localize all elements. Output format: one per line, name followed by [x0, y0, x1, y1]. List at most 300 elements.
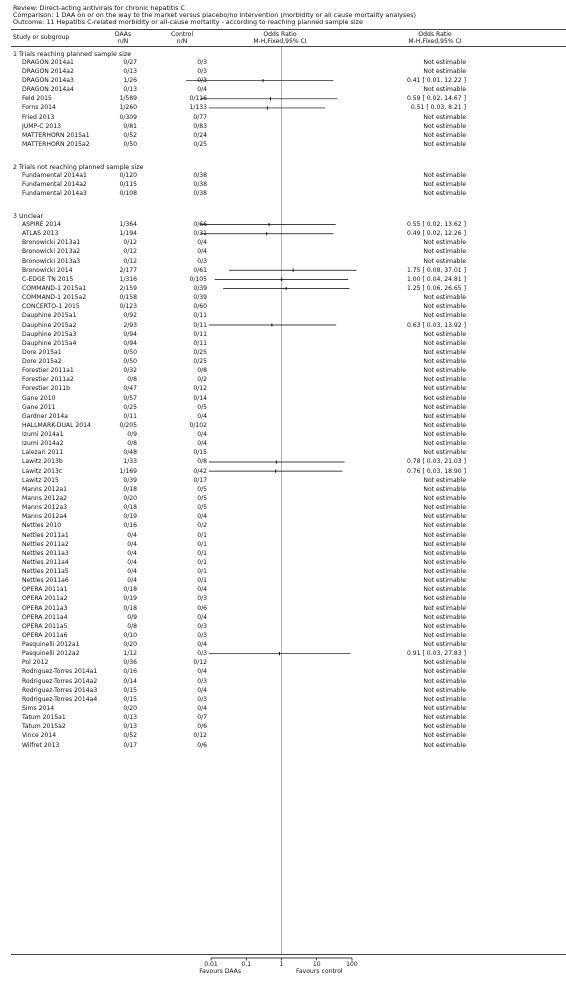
daa-events: 2/93 [123, 321, 137, 329]
daa-events: 0/20 [123, 641, 137, 649]
study-name: Forestier 2011a2 [22, 376, 74, 384]
table-row [0, 321, 566, 330]
control-events: 0/25 [193, 348, 207, 356]
x-tick-label: 0.1 [241, 961, 252, 968]
table-row [0, 503, 566, 512]
odds-ratio-text: Not estimable [423, 659, 466, 667]
daa-events: 0/52 [123, 732, 137, 740]
odds-ratio-text: 0.91 [ 0.03, 27.83 ] [406, 650, 466, 658]
table-row [0, 357, 566, 366]
control-events: 0/25 [193, 358, 207, 366]
odds-ratio-text: Not estimable [423, 376, 466, 384]
daa-events: 0/94 [123, 330, 137, 338]
study-name: Manns 2012a3 [22, 504, 67, 512]
odds-ratio-text: Not estimable [423, 622, 466, 630]
col-or-plot-label: Odds Ratio [263, 31, 297, 38]
odds-ratio-text: Not estimable [423, 190, 466, 198]
daa-events: 2/177 [119, 266, 137, 274]
control-events: 0/4 [197, 440, 207, 448]
odds-ratio-text: Not estimable [423, 348, 466, 356]
col-control-label: Control [170, 31, 194, 38]
table-row [0, 430, 566, 439]
daa-events: 0/92 [123, 312, 137, 320]
subgroup-title: 2 Trials not reaching planned sample size [13, 164, 144, 172]
daa-events: 0/18 [123, 586, 137, 594]
comparison-line: Comparison: 1 DAA on or on the way to the market versus placebo/no intervention (morbidity or all cause mortality analyses) [13, 11, 416, 19]
control-events: 0/4 [197, 613, 207, 621]
study-name: Rodriguez-Torres 2014a2 [22, 677, 98, 685]
daa-events: 0/15 [123, 686, 137, 694]
control-events: 0/3 [197, 677, 207, 685]
odds-ratio-text: Not estimable [423, 522, 466, 530]
study-name: Rodriguez-Torres 2014a1 [22, 668, 98, 676]
col-or-plot-header [230, 32, 330, 45]
study-name: Lawitz 2013c [22, 467, 63, 475]
odds-ratio-text: Not estimable [423, 641, 466, 649]
daa-events: 1/26 [123, 77, 137, 85]
study-name: Nettles 2011a1 [22, 531, 69, 539]
control-events: 0/1 [197, 531, 207, 539]
daa-events: 1/260 [119, 104, 137, 112]
control-events: 0/5 [197, 504, 207, 512]
control-events: 0/2 [197, 522, 207, 530]
col-daa-unit: n/N [117, 37, 129, 45]
table-row [0, 622, 566, 631]
control-events: 0/7 [197, 714, 207, 722]
daa-events: 0/36 [123, 659, 137, 667]
control-events: 0/11 [193, 312, 207, 320]
study-name: DRAGON 2014a1 [22, 58, 74, 66]
table-row [0, 658, 566, 667]
control-events: 0/60 [193, 303, 207, 311]
favours-right-label: Favours control [296, 968, 343, 975]
table-row [0, 649, 566, 658]
table-row [0, 421, 566, 430]
table-row [0, 686, 566, 695]
control-events: 0/3 [197, 622, 207, 630]
odds-ratio-text: Not estimable [423, 294, 466, 302]
control-events: 0/15 [193, 449, 207, 457]
study-name: MATTERHORN 2015a2 [22, 140, 90, 148]
control-events: 0/6 [197, 723, 207, 731]
control-events: 0/4 [197, 641, 207, 649]
odds-ratio-text: Not estimable [423, 540, 466, 548]
study-name: DRAGON 2014a4 [22, 86, 74, 94]
daa-events: 0/8 [127, 440, 137, 448]
odds-ratio-text: Not estimable [423, 403, 466, 411]
odds-ratio-text: Not estimable [423, 431, 466, 439]
control-events: 0/38 [193, 181, 207, 189]
study-name: C-EDGE TN 2015 [22, 275, 74, 283]
odds-ratio-text: 0.49 [ 0.02, 12.26 ] [406, 230, 466, 238]
study-name: JUMP-C 2013 [22, 122, 61, 130]
daa-events: 0/32 [123, 367, 137, 375]
control-events: 0/14 [193, 394, 207, 402]
daa-events: 0/10 [123, 631, 137, 639]
study-name: OPERA 2011a5 [22, 622, 68, 630]
control-events: 0/11 [193, 339, 207, 347]
col-or-text-label: Odds Ratio [418, 31, 452, 38]
table-row [0, 247, 566, 256]
daa-events: 0/17 [123, 741, 137, 749]
odds-ratio-text: Not estimable [423, 181, 466, 189]
col-or-text-method: M-H,Fixed,95% CI [408, 37, 462, 45]
table-row [0, 512, 566, 521]
control-events: 0/4 [197, 431, 207, 439]
control-events: 0/105 [189, 275, 207, 283]
study-name: Sims 2014 [22, 704, 55, 712]
daa-events: 0/15 [123, 695, 137, 703]
col-control-unit: n/N [176, 37, 188, 45]
odds-ratio-text: Not estimable [423, 704, 466, 712]
study-name: Bronowicki 2014 [22, 266, 73, 274]
odds-ratio-text: Not estimable [423, 568, 466, 576]
odds-ratio-text: 0.55 [ 0.02, 13.62 ] [406, 221, 466, 229]
table-row [0, 540, 566, 549]
table-row [0, 229, 566, 238]
study-name: Izumi 2014a1 [22, 431, 64, 439]
odds-ratio-text: 1.25 [ 0.06, 26.65 ] [406, 285, 466, 292]
control-events: 0/3 [197, 67, 207, 75]
table-row [0, 85, 566, 94]
odds-ratio-text: Not estimable [423, 412, 466, 420]
table-row [0, 58, 566, 67]
daa-events: 0/16 [123, 522, 137, 530]
odds-ratio-text: Not estimable [423, 631, 466, 639]
table-row [0, 103, 566, 112]
table-row [0, 521, 566, 530]
daa-events: 0/120 [119, 171, 137, 179]
study-name: Rodriguez-Torres 2014a3 [22, 686, 98, 694]
table-row [0, 667, 566, 676]
control-events: 0/12 [193, 659, 207, 667]
study-name: Tatum 2015a1 [22, 714, 66, 722]
daa-events: 1/33 [123, 458, 137, 466]
study-name: Rodriguez-Torres 2014a4 [22, 695, 98, 703]
odds-ratio-text: Not estimable [423, 485, 466, 493]
odds-ratio-text: Not estimable [423, 171, 466, 179]
control-events: 0/3 [197, 58, 207, 66]
odds-ratio-text: Not estimable [423, 58, 466, 66]
control-events: 0/12 [193, 732, 207, 740]
odds-ratio-text: Not estimable [423, 476, 466, 484]
odds-ratio-text: Not estimable [423, 723, 466, 731]
control-events: 0/5 [197, 485, 207, 493]
study-name: Nettles 2011a5 [22, 568, 69, 576]
control-events: 0/6 [197, 741, 207, 749]
control-events: 0/4 [197, 668, 207, 676]
study-name: HALLMARK-DUAL 2014 [22, 421, 91, 429]
control-events: 0/83 [193, 122, 207, 130]
x-tick-label: 10 [312, 961, 321, 968]
odds-ratio-text: Not estimable [423, 668, 466, 676]
table-row [0, 238, 566, 247]
table-row [0, 275, 566, 284]
control-events: 0/3 [197, 77, 207, 85]
table-row [0, 731, 566, 740]
odds-ratio-text: Not estimable [423, 303, 466, 311]
table-row [0, 131, 566, 140]
study-name: Lawitz 2015 [22, 476, 59, 484]
control-events: 0/42 [193, 467, 207, 475]
control-events: 0/2 [197, 376, 207, 384]
control-events: 0/77 [193, 113, 207, 121]
table-row [0, 140, 566, 149]
study-name: Nettles 2011a2 [22, 540, 69, 548]
control-events: 0/66 [193, 221, 207, 229]
control-events: 0/38 [193, 190, 207, 198]
table-row [0, 384, 566, 393]
study-name: Lawitz 2013b [22, 458, 63, 466]
table-row [0, 171, 566, 180]
odds-ratio-text: Not estimable [423, 131, 466, 139]
review-line: Review: Direct-acting antivirals for chronic hepatitis C [13, 4, 185, 12]
table-row [0, 476, 566, 485]
header-rule-top [11, 29, 566, 30]
study-name: COMMAND-1 2015a1 [22, 285, 87, 292]
odds-ratio-text: 0.63 [ 0.03, 13.92 ] [406, 321, 466, 329]
odds-ratio-text: 0.41 [ 0.01, 12.22 ] [406, 77, 466, 85]
daa-events: 1/316 [119, 275, 137, 283]
odds-ratio-text: Not estimable [423, 513, 466, 521]
control-events: 0/4 [197, 412, 207, 420]
table-row [0, 113, 566, 122]
table-row [0, 494, 566, 503]
odds-ratio-text: Not estimable [423, 686, 466, 694]
study-name: Gardner 2014a [22, 412, 69, 420]
daa-events: 0/48 [123, 449, 137, 457]
daa-events: 1/12 [123, 650, 137, 658]
x-tick-label: 100 [346, 961, 358, 968]
control-events: 0/4 [197, 513, 207, 521]
table-row [0, 189, 566, 198]
daa-events: 0/8 [127, 622, 137, 630]
control-events: 0/4 [197, 704, 207, 712]
study-name: Manns 2012a2 [22, 494, 67, 502]
table-row [0, 76, 566, 85]
control-events: 0/1 [197, 568, 207, 576]
study-name: Pasquinelli 2012a2 [22, 650, 80, 658]
daa-events: 1/169 [119, 467, 137, 475]
table-row [0, 531, 566, 540]
study-name: OPERA 2011a2 [22, 595, 68, 603]
odds-ratio-text: 0.76 [ 0.03, 18.90 ] [406, 467, 466, 475]
daa-events: 0/13 [123, 714, 137, 722]
study-name: CONCERTO-1 2015 [22, 303, 80, 311]
control-events: 0/61 [193, 266, 207, 274]
control-events: 0/12 [193, 385, 207, 393]
odds-ratio-text: Not estimable [423, 595, 466, 603]
daa-events: 0/13 [123, 86, 137, 94]
study-name: Forestier 2011b [22, 385, 70, 393]
daa-events: 0/4 [127, 531, 137, 539]
odds-ratio-text: Not estimable [423, 367, 466, 375]
daa-events: 0/4 [127, 568, 137, 576]
control-events: 0/11 [193, 321, 207, 329]
daa-events: 0/309 [119, 113, 137, 121]
table-row [0, 311, 566, 320]
control-events: 0/3 [197, 695, 207, 703]
subgroup-title: 3 Unclear [13, 213, 44, 221]
odds-ratio-text: Not estimable [423, 257, 466, 265]
study-name: Tatum 2015a2 [22, 723, 66, 731]
control-events: 0/4 [197, 86, 207, 94]
control-events: 0/4 [197, 586, 207, 594]
study-name: Nettles 2011a4 [22, 558, 69, 566]
study-name: OPERA 2011a1 [22, 586, 68, 594]
daa-events: 0/12 [123, 257, 137, 265]
daa-events: 1/364 [119, 221, 137, 229]
table-row [0, 613, 566, 622]
control-events: 0/1 [197, 558, 207, 566]
control-events: 0/38 [193, 171, 207, 179]
odds-ratio-text: Not estimable [423, 358, 466, 366]
daa-events: 0/9 [127, 613, 137, 621]
table-row [0, 403, 566, 412]
study-name: Forestier 2011a1 [22, 367, 74, 375]
study-name: ASPIRE 2014 [22, 221, 62, 229]
odds-ratio-text: Not estimable [423, 421, 466, 429]
daa-events: 0/50 [123, 348, 137, 356]
table-row [0, 339, 566, 348]
control-events: 0/8 [197, 458, 207, 466]
study-name: Fundamental 2014a3 [22, 190, 87, 198]
daa-events: 0/39 [123, 476, 137, 484]
col-control-header [164, 32, 200, 45]
table-row [0, 412, 566, 421]
daa-events: 0/20 [123, 704, 137, 712]
study-name: Bronowicki 2013a3 [22, 257, 81, 265]
daa-events: 0/12 [123, 239, 137, 247]
table-row [0, 704, 566, 713]
daa-events: 2/159 [119, 285, 137, 292]
study-name: Gane 2010 [22, 394, 56, 402]
odds-ratio-text: Not estimable [423, 695, 466, 703]
control-events: 0/3 [197, 595, 207, 603]
study-name: OPERA 2011a3 [22, 604, 68, 612]
study-name: Pol 2012 [22, 659, 49, 667]
table-row [0, 549, 566, 558]
odds-ratio-text: Not estimable [423, 394, 466, 402]
control-events: 0/116 [189, 95, 207, 103]
odds-ratio-text: 0.59 [ 0.02, 14.67 ] [406, 95, 466, 103]
daa-events: 0/12 [123, 248, 137, 256]
study-name: Wilfret 2013 [22, 741, 60, 749]
table-row [0, 257, 566, 266]
study-name: DRAGON 2014a2 [22, 67, 74, 75]
daa-events: 0/25 [123, 403, 137, 411]
study-name: Vince 2014 [22, 732, 57, 740]
control-events: 0/3 [197, 650, 207, 658]
daa-events: 0/20 [123, 494, 137, 502]
table-row [0, 122, 566, 131]
col-or-text-header [390, 32, 480, 45]
daa-events: 0/19 [123, 595, 137, 603]
study-name: OPERA 2011a6 [22, 631, 68, 639]
col-or-plot-method: M-H,Fixed,95% CI [253, 37, 307, 45]
favours-left-label: Favours DAAs [199, 968, 241, 975]
table-row [0, 695, 566, 704]
daa-events: 0/50 [123, 358, 137, 366]
study-name: Nettles 2010 [22, 522, 62, 530]
daa-events: 0/57 [123, 394, 137, 402]
table-row [0, 677, 566, 686]
table-row [0, 330, 566, 339]
daa-events: 0/52 [123, 131, 137, 139]
odds-ratio-text: Not estimable [423, 531, 466, 539]
table-row [0, 348, 566, 357]
control-events: 0/24 [193, 131, 207, 139]
x-tick-label: 0.01 [204, 961, 218, 968]
study-name: Fundamental 2014a1 [22, 171, 87, 179]
control-events: 0/4 [197, 239, 207, 247]
odds-ratio-text: Not estimable [423, 67, 466, 75]
study-name: Manns 2012a1 [22, 485, 67, 493]
col-daa-label: DAAs [114, 31, 132, 38]
odds-ratio-text: 0.51 [ 0.03, 8.21 ] [410, 104, 466, 112]
table-row [0, 366, 566, 375]
daa-events: 0/11 [123, 412, 137, 420]
daa-events: 0/4 [127, 577, 137, 585]
table-row [0, 220, 566, 229]
control-events: 0/39 [193, 285, 207, 292]
table-row [0, 640, 566, 649]
footer-rule [11, 954, 566, 955]
table-row [0, 457, 566, 466]
table-row [0, 94, 566, 103]
daa-events: 0/115 [119, 181, 137, 189]
subgroup-title: 1 Trials reaching planned sample size [13, 51, 132, 58]
odds-ratio-text: Not estimable [423, 122, 466, 130]
outcome-line: Outcome: 11 Hepatitis C-related morbidity or all-cause mortality - according to reaching planned sample size [13, 18, 363, 26]
table-row [0, 467, 566, 476]
odds-ratio-text: Not estimable [423, 558, 466, 566]
daa-events: 0/50 [123, 140, 137, 148]
study-name: Nettles 2011a3 [22, 549, 69, 557]
study-name: Lalezari 2011 [22, 449, 64, 457]
study-name: Bronowicki 2013a1 [22, 239, 81, 247]
study-name: Gane 2011 [22, 403, 56, 411]
daa-events: 0/18 [123, 485, 137, 493]
table-row [0, 713, 566, 722]
control-events: 0/3 [197, 631, 207, 639]
table-row [0, 302, 566, 311]
control-events: 0/4 [197, 686, 207, 694]
table-row [0, 284, 566, 293]
col-daa-header [108, 32, 138, 45]
control-events: 0/11 [193, 330, 207, 338]
study-name: DRAGON 2014a3 [22, 77, 74, 85]
table-row [0, 594, 566, 603]
table-row [0, 485, 566, 494]
table-row [0, 558, 566, 567]
daa-events: 0/4 [127, 540, 137, 548]
odds-ratio-text: 0.78 [ 0.03, 21.03 ] [406, 458, 466, 466]
study-name: COMMAND-1 2015a2 [22, 294, 87, 302]
table-row [0, 576, 566, 585]
table-row [0, 180, 566, 189]
control-events: 0/5 [197, 403, 207, 411]
table-row [0, 585, 566, 594]
table-row [0, 375, 566, 384]
daa-events: 0/19 [123, 513, 137, 521]
table-row [0, 567, 566, 576]
daa-events: 1/589 [119, 95, 137, 103]
col-study-header: Study or subgroup [13, 34, 70, 41]
study-name: Forns 2014 [22, 104, 56, 112]
odds-ratio-text: Not estimable [423, 604, 466, 612]
odds-ratio-text: Not estimable [423, 449, 466, 457]
